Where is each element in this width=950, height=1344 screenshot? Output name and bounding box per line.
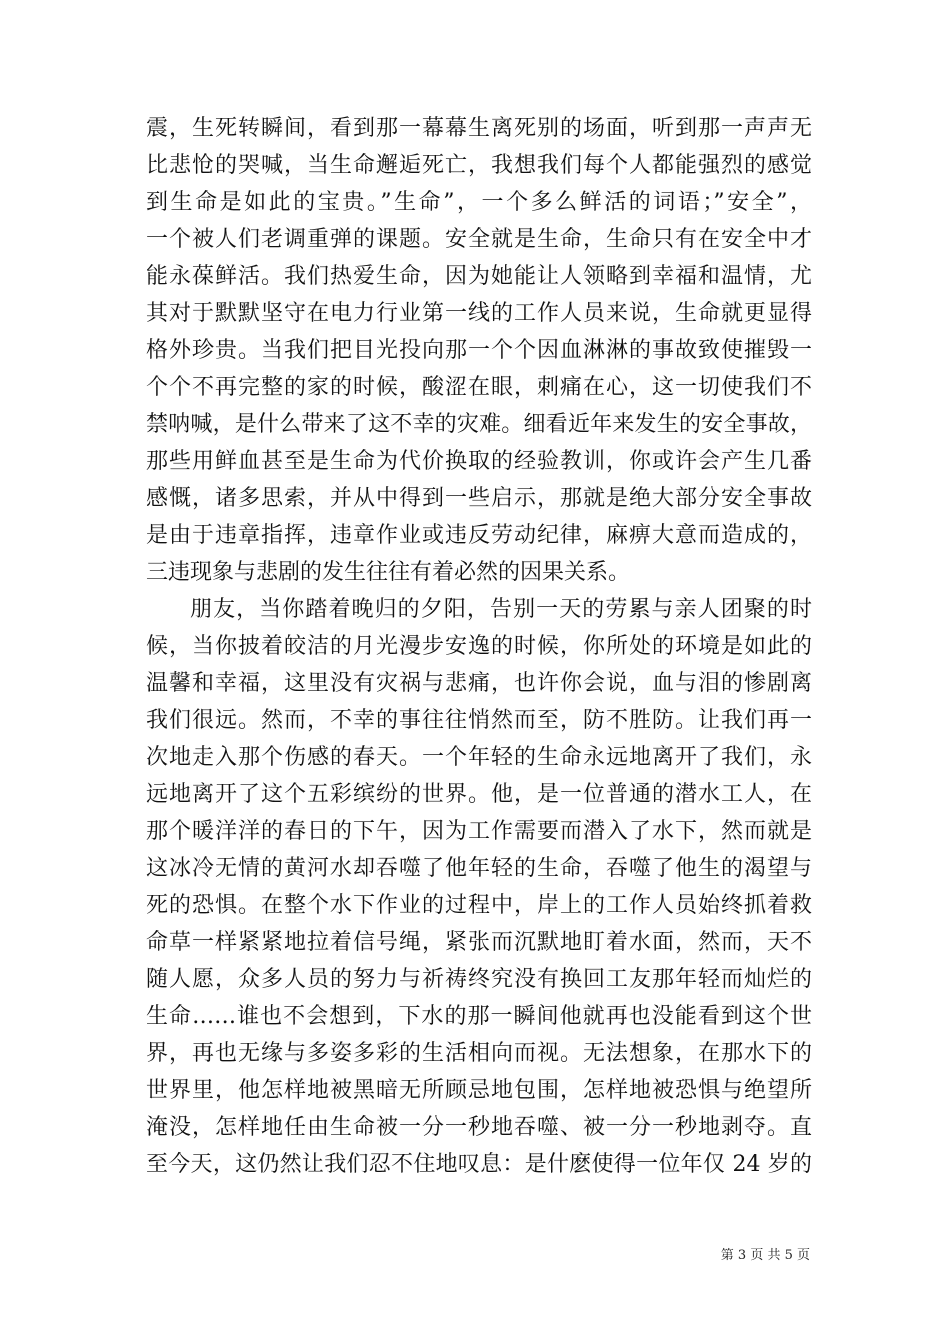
text-line: 感慨，诸多思索，并从中得到一些启示，那就是绝大部分安全事故 [146,486,812,511]
paragraph-1 [146,110,812,591]
text-line: 朋友，当你踏着晚归的夕阳，告别一天的劳累与亲人团聚的时 [190,597,812,622]
text-line: 格外珍贵。当我们把目光投向那一个个因血淋淋的事故致使摧毁一 [146,338,812,363]
text-line: 候，当你披着皎洁的月光漫步安逸的时候，你所处的环境是如此的 [146,634,812,659]
text-line: 这冰冷无情的黄河水却吞噬了他年轻的生命，吞噬了他生的渴望与 [146,856,812,881]
text-line: 到生命是如此的宝贵。”生命”，一个多么鲜活的词语；”安全”， [146,190,812,215]
text-line: 是由于违章指挥，违章作业或违反劳动纪律，麻痹大意而造成的， [146,523,812,548]
text-line: 命草一样紧紧地拉着信号绳，紧张而沉默地盯着水面，然而，天不 [146,930,812,955]
text-line: 震，生死转瞬间，看到那一幕幕生离死别的场面，听到那一声声无 [146,116,812,141]
text-line: 三违现象与悲剧的发生往往有着必然的因果关系。 [146,560,631,585]
document-body [146,110,812,1183]
text-line: 界，再也无缘与多姿多彩的生活相向而视。无法想象，在那水下的 [146,1041,812,1066]
text-line: 远地离开了这个五彩缤纷的世界。他，是一位普通的潜水工人，在 [146,782,812,807]
text-line: 比悲怆的哭喊，当生命邂逅死亡，我想我们每个人都能强烈的感觉 [146,153,812,178]
text-line: 淹没，怎样地任由生命被一分一秒地吞噬、被一分一秒地剥夺。直 [146,1115,812,1140]
text-line: 至今天，这仍然让我们忍不住地叹息：是什麽使得一位年仅 24 岁的 [146,1152,812,1177]
paragraph-2 [146,591,812,1183]
text-line: 生命……谁也不会想到，下水的那一瞬间他就再也没能看到这个世 [146,1004,812,1029]
text-line: 我们很远。然而，不幸的事往往悄然而至，防不胜防。让我们再一 [146,708,812,733]
text-line: 那些用鲜血甚至是生命为代价换取的经验教训，你或许会产生几番 [146,449,812,474]
text-line: 个个不再完整的家的时候，酸涩在眼，刺痛在心，这一切使我们不 [146,375,812,400]
text-line: 次地走入那个伤感的春天。一个年轻的生命永远地离开了我们，永 [146,745,812,770]
text-line: 那个暖洋洋的春日的下午，因为工作需要而潜入了水下，然而就是 [146,819,812,844]
text-line: 其对于默默坚守在电力行业第一线的工作人员来说，生命就更显得 [146,301,812,326]
text-line: 世界里，他怎样地被黑暗无所顾忌地包围，怎样地被恐惧与绝望所 [146,1078,812,1103]
text-line: 一个被人们老调重弹的课题。安全就是生命，生命只有在安全中才 [146,227,812,252]
text-line: 禁呐喊，是什么带来了这不幸的灾难。细看近年来发生的安全事故， [146,412,812,437]
text-line: 温馨和幸福，这里没有灾祸与悲痛，也许你会说，血与泪的惨剧离 [146,671,812,696]
text-line: 能永葆鲜活。我们热爱生命，因为她能让人领略到幸福和温情，尤 [146,264,812,289]
text-line: 死的恐惧。在整个水下作业的过程中，岸上的工作人员始终抓着救 [146,893,812,918]
text-line: 随人愿，众多人员的努力与祈祷终究没有换回工友那年轻而灿烂的 [146,967,812,992]
page-number: 第 3 页 共 5 页 [720,1248,810,1263]
